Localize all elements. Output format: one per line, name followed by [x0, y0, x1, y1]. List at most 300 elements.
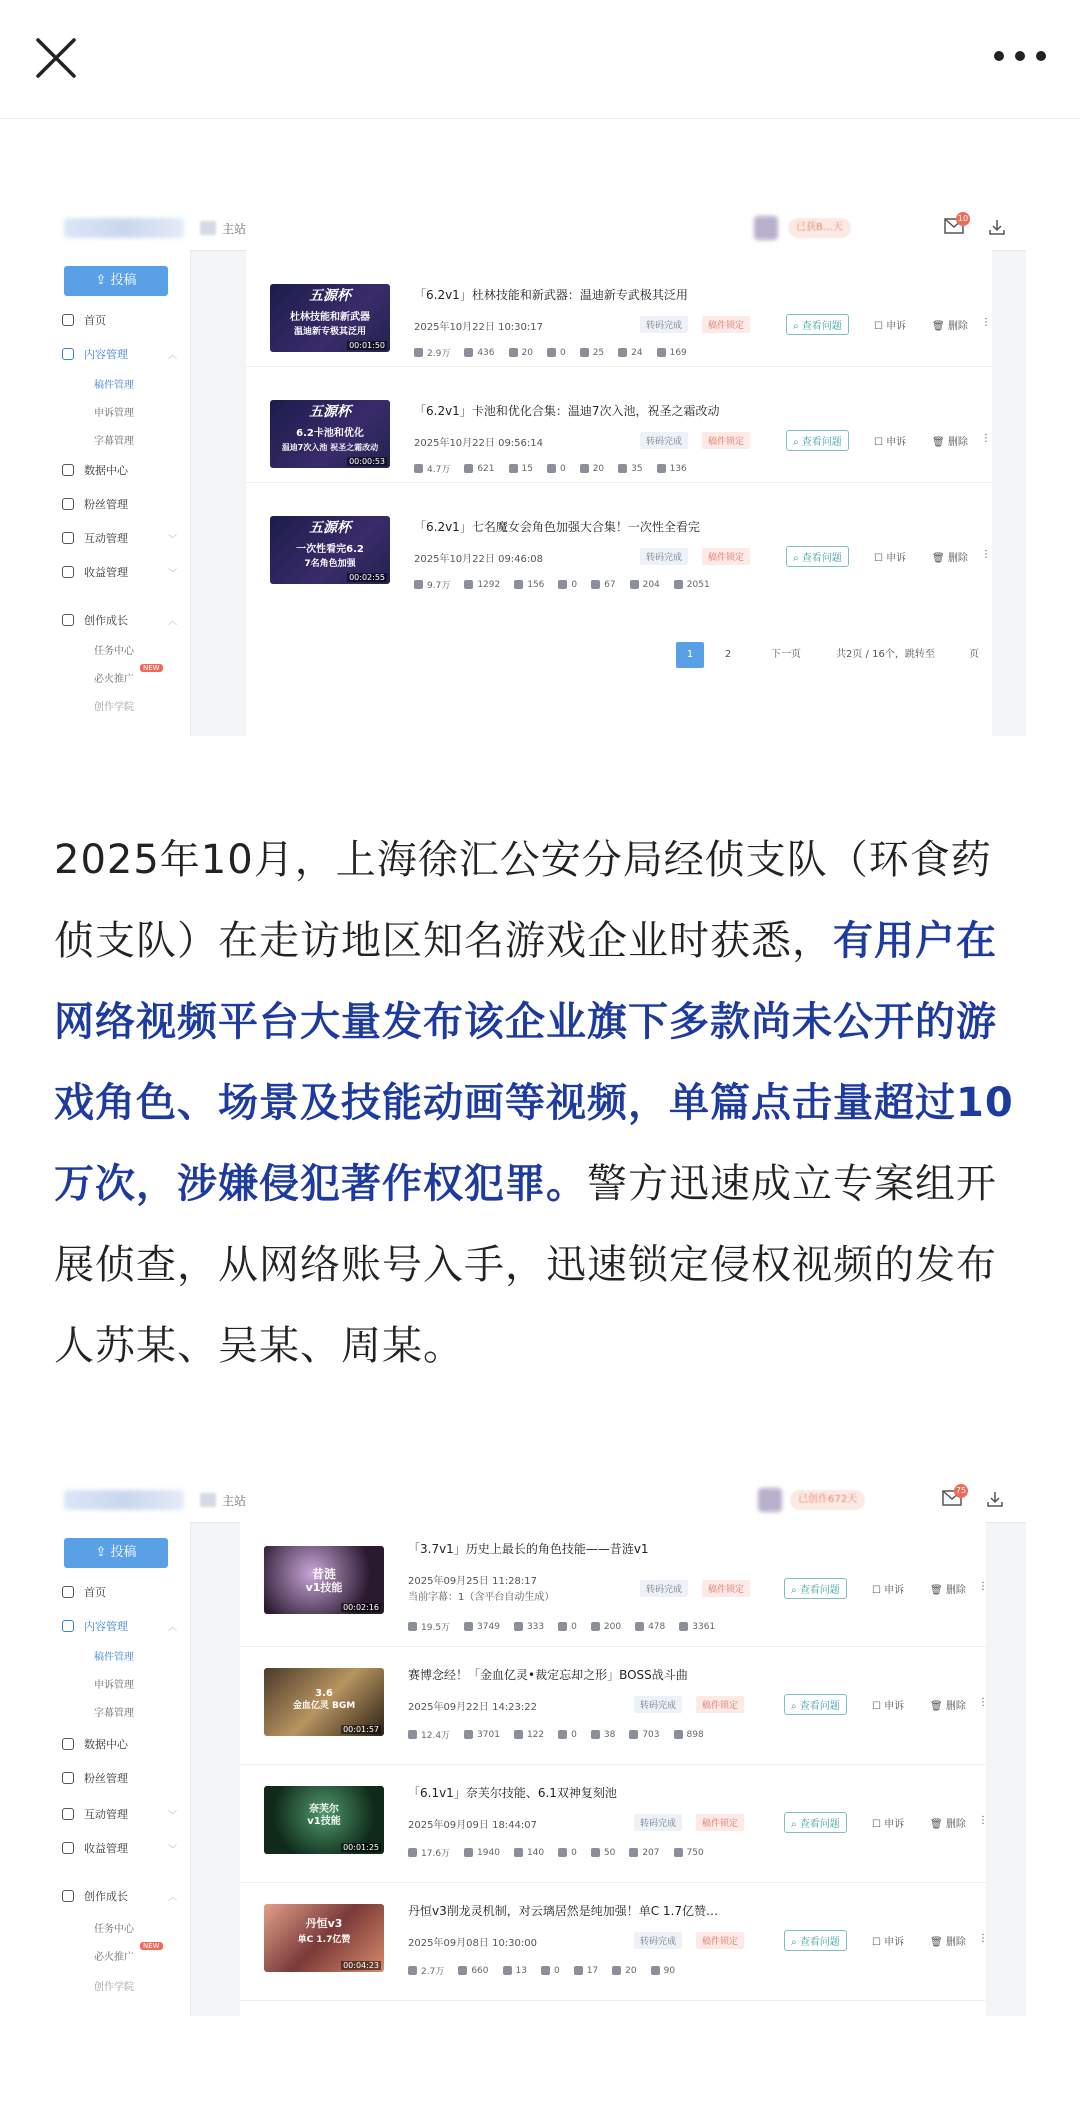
delete-label: 删除	[945, 1585, 966, 1596]
table-row	[246, 366, 992, 483]
danmaku-icon	[509, 348, 518, 357]
chevron-down-icon: ﹀	[168, 568, 178, 579]
favorite-stat: 24	[618, 346, 642, 359]
play-stat: 19.5万	[408, 1620, 450, 1633]
nav-data-label: 数据中心	[84, 464, 128, 477]
row-more-icon[interactable]: ⋮	[981, 317, 991, 328]
appeal-button[interactable]: ☐ 申诉	[874, 321, 907, 332]
nav-sub-appeal[interactable]: 申诉管理	[94, 408, 134, 419]
nav-interact[interactable]	[62, 530, 178, 546]
comment-stat: 0	[541, 1964, 560, 1977]
thumbnail-text: 6.2卡池和优化	[296, 428, 364, 439]
comment-stat: 0	[558, 1620, 577, 1633]
video-stats	[408, 1728, 704, 1741]
nav-growth-label: 创作成长	[84, 1890, 128, 1903]
creator-days-badge: 已创作672天	[790, 1490, 865, 1510]
video-title[interactable]: 「6.2v1」七名魔女会角色加强大合集！一次性全看完	[414, 520, 700, 534]
comment-icon	[558, 1622, 567, 1631]
star-icon	[618, 348, 627, 357]
appeal-button[interactable]: ☐ 申诉	[872, 1585, 905, 1596]
video-duration: 00:04:23	[343, 1961, 379, 1970]
appeal-label: 申诉	[884, 1701, 905, 1712]
video-stats	[408, 1964, 675, 1977]
video-date: 2025年10月22日 09:56:14	[414, 438, 543, 449]
nav-fans[interactable]	[62, 1770, 128, 1786]
user-icon	[62, 498, 74, 510]
avatar[interactable]	[758, 1488, 782, 1512]
appeal-button[interactable]: ☐ 申诉	[872, 1937, 905, 1948]
video-duration: 00:01:25	[343, 1843, 379, 1852]
coin-icon	[580, 464, 589, 473]
nav-income-label: 收益管理	[84, 566, 128, 579]
favorite-stat: 207	[629, 1846, 659, 1859]
delete-button[interactable]: 🗑 删除	[930, 1937, 966, 1948]
view-issue-button[interactable]: ⌕ 查看问题	[784, 1812, 847, 1833]
view-issue-label: 查看问题	[799, 1819, 840, 1830]
table-row	[240, 1882, 986, 2001]
delete-button[interactable]: 🗑 删除	[930, 1585, 966, 1596]
nav-interact-label: 互动管理	[84, 1808, 128, 1821]
nav-home-label: 首页	[84, 314, 106, 327]
play-icon	[414, 580, 423, 589]
video-thumbnail[interactable]	[270, 400, 390, 468]
play-icon	[414, 348, 423, 357]
nav-fans-label: 粉丝管理	[84, 1772, 128, 1785]
appeal-label: 申诉	[884, 1819, 905, 1830]
appeal-button[interactable]: ☐ 申诉	[874, 553, 907, 564]
manuscript-list	[240, 1522, 986, 2016]
download-icon[interactable]	[986, 1490, 1004, 1508]
video-date: 2025年10月22日 09:46:08	[414, 554, 543, 565]
nav-content-label: 内容管理	[84, 348, 128, 361]
mail-count-badge: 75	[954, 1484, 968, 1498]
delete-label: 删除	[945, 1937, 966, 1948]
thumbnail-text: 单C 1.7亿赞	[297, 1935, 351, 1945]
danmaku-stat: 13	[503, 1964, 527, 1977]
nav-sub-school[interactable]: 创作学院	[94, 1982, 134, 1993]
nav-sub-task[interactable]: 任务中心	[94, 646, 134, 657]
video-thumbnail[interactable]	[264, 1786, 384, 1854]
home-tv-icon	[200, 1493, 216, 1507]
row-more-icon[interactable]: ⋮	[981, 549, 991, 560]
video-title[interactable]: 「6.2v1」杜林技能和新武器：温迪新专武极其泛用	[414, 288, 688, 302]
delete-button[interactable]: 🗑 删除	[932, 321, 968, 332]
nav-home[interactable]	[62, 1584, 106, 1600]
view-issue-button[interactable]: ⌕ 查看问题	[786, 314, 849, 335]
play-stat: 9.7万	[414, 578, 450, 591]
creator-days-badge: 已获B…天	[788, 218, 851, 238]
chevron-down-icon: ﹀	[168, 1844, 178, 1855]
play-icon	[408, 1730, 417, 1739]
star-icon	[618, 464, 627, 473]
thumbnail-text: 昔涟	[311, 1567, 336, 1581]
subtitle-info: 当前字幕：1（含平台自动生成）	[408, 1592, 555, 1603]
pagination	[246, 642, 992, 670]
mail-count-badge: 10	[956, 212, 970, 226]
share-stat: 169	[657, 346, 687, 359]
nav-interact-label: 互动管理	[84, 532, 128, 545]
comment-icon	[541, 1966, 550, 1975]
thumb-up-icon	[458, 1966, 467, 1975]
chat-icon	[62, 1808, 74, 1820]
view-issue-label: 查看问题	[801, 437, 842, 448]
table-row	[240, 1522, 986, 1647]
status-badge: 稿件锁定	[696, 1696, 744, 1713]
share-stat: 898	[674, 1728, 704, 1741]
nav-growth[interactable]	[62, 1888, 178, 1904]
row-more-icon[interactable]: ⋮	[978, 1815, 988, 1826]
appeal-label: 申诉	[886, 321, 907, 332]
embedded-screenshot-2	[54, 1478, 1026, 2016]
thumbnail-text: 奈芙尔	[309, 1804, 339, 1815]
danmaku-icon	[514, 1622, 523, 1631]
page-2-button[interactable]: 2	[724, 649, 732, 660]
page-info: 共2页 / 16个，跳转至	[836, 649, 935, 660]
thumbnail-logo: 五源杯	[309, 520, 351, 536]
coin-stat: 50	[591, 1846, 615, 1859]
delete-label: 删除	[947, 553, 968, 564]
video-date: 2025年09月25日 11:28:17	[408, 1576, 537, 1587]
delete-label: 删除	[945, 1819, 966, 1830]
row-more-icon[interactable]: ⋮	[978, 1697, 988, 1708]
view-issue-button[interactable]: ⌕ 查看问题	[786, 546, 849, 567]
nav-sub-fire[interactable]: 必火推广	[94, 1952, 134, 1963]
nav-sub-appeal[interactable]: 申诉管理	[94, 1680, 134, 1691]
home-tv-icon	[200, 221, 216, 235]
video-stats	[408, 1846, 704, 1859]
video-thumbnail[interactable]	[270, 284, 390, 352]
favorite-stat: 478	[635, 1620, 665, 1633]
article-paragraph	[54, 820, 1026, 1387]
nav-sub-school[interactable]: 创作学院	[94, 702, 134, 713]
user-icon	[62, 1772, 74, 1784]
site-logo	[64, 1490, 184, 1510]
thumb-up-icon	[464, 1730, 473, 1739]
coin-stat: 38	[591, 1728, 615, 1741]
comment-stat: 0	[547, 346, 566, 359]
article-text-highlight: 有用户在网络视频平台大量发布该企业旗下多款尚未公开的游戏角色、场景及技能动画等视频，单篇点击量超过10万次，涉嫌侵犯著作权犯罪。	[54, 918, 1014, 1207]
article-text-normal: 2025年10月，上海徐汇公安分局经侦支队（环食药侦支队）在走访地区知名游戏企业时获悉，	[54, 837, 992, 964]
chevron-down-icon: ﹀	[168, 1810, 178, 1821]
status-badge: 转码完成	[640, 1580, 688, 1597]
post-button[interactable]: ⇪ 投稿	[64, 266, 168, 296]
share-icon	[679, 1622, 688, 1631]
creator-header	[54, 1478, 1026, 1523]
danmaku-stat: 156	[514, 578, 544, 591]
thumb-up-icon	[464, 1848, 473, 1857]
row-more-icon[interactable]: ⋮	[978, 1581, 988, 1592]
view-issue-label: 查看问题	[799, 1701, 840, 1712]
view-issue-label: 查看问题	[801, 553, 842, 564]
comment-icon	[558, 580, 567, 589]
money-icon	[62, 566, 74, 578]
thumbnail-logo: 五源杯	[309, 404, 351, 420]
coin-stat: 20	[580, 462, 604, 475]
delete-button[interactable]: 🗑 删除	[930, 1819, 966, 1830]
thumb-up-icon	[464, 1622, 473, 1631]
page-suffix: 页	[969, 649, 979, 660]
coin-icon	[591, 1848, 600, 1857]
post-button[interactable]: ⇪ 投稿	[64, 1538, 168, 1568]
danmaku-icon	[503, 1966, 512, 1975]
video-stats	[408, 1620, 715, 1633]
danmaku-icon	[514, 1730, 523, 1739]
status-badge: 稿件锁定	[696, 1814, 744, 1831]
thumbnail-text: 杜林技能和新武器	[290, 312, 370, 323]
new-tag: NEW	[140, 1942, 163, 1950]
play-icon	[408, 1848, 417, 1857]
nav-fans[interactable]	[62, 496, 128, 512]
star-icon	[629, 1848, 638, 1857]
delete-button[interactable]: 🗑 删除	[932, 553, 968, 564]
thumbnail-text: v1技能	[307, 1816, 341, 1827]
danmaku-icon	[514, 580, 523, 589]
manuscript-list	[246, 250, 992, 736]
thumbnail-text: 一次性看完6.2	[296, 544, 364, 555]
main-site-link[interactable]: 主站	[222, 222, 247, 236]
creator-header	[54, 206, 1026, 251]
delete-label: 删除	[945, 1701, 966, 1712]
document-icon	[62, 348, 74, 360]
video-title[interactable]: 「6.1v1」奈芙尔技能、6.1双神复刻池	[408, 1786, 617, 1800]
video-title[interactable]: 赛博念经！「金血亿灵•裁定忘却之形」BOSS战斗曲	[408, 1668, 688, 1682]
comment-stat: 0	[547, 462, 566, 475]
video-duration: 00:00:53	[349, 457, 385, 466]
status-badge: 转码完成	[634, 1814, 682, 1831]
play-icon	[408, 1966, 417, 1975]
video-thumbnail[interactable]	[264, 1668, 384, 1736]
favorite-stat: 204	[630, 578, 660, 591]
play-icon	[414, 464, 423, 473]
like-stat: 1940	[464, 1846, 500, 1859]
comment-icon	[547, 348, 556, 357]
video-date: 2025年09月09日 18:44:07	[408, 1820, 537, 1831]
chat-icon	[62, 532, 74, 544]
like-stat: 3701	[464, 1728, 500, 1741]
chevron-up-icon: ︿	[168, 350, 178, 361]
post-button-label: 投稿	[110, 1545, 137, 1560]
appeal-button[interactable]: ☐ 申诉	[874, 437, 907, 448]
thumbnail-text: v1技能	[305, 1581, 343, 1594]
appeal-label: 申诉	[886, 437, 907, 448]
nav-sub-manuscript[interactable]: 稿件管理	[94, 1652, 134, 1663]
share-icon	[651, 1966, 660, 1975]
comment-icon	[558, 1848, 567, 1857]
video-date: 2025年09月08日 10:30:00	[408, 1938, 537, 1949]
play-stat: 17.6万	[408, 1846, 450, 1859]
article-text-normal: 警方迅速成立专案组开展侦查，从网络账号入手，迅速锁定侵权视频的发布人苏某、吴某、周某。	[54, 1161, 997, 1369]
nav-income-label: 收益管理	[84, 1842, 128, 1855]
like-stat: 1292	[464, 578, 500, 591]
share-icon	[657, 348, 666, 357]
delete-button[interactable]: 🗑 删除	[930, 1701, 966, 1712]
data-icon	[62, 1738, 74, 1750]
danmaku-stat: 15	[509, 462, 533, 475]
nav-content-label: 内容管理	[84, 1620, 128, 1633]
thumbnail-text: 金血亿灵 BGM	[292, 1701, 356, 1711]
more-options-icon[interactable]	[990, 38, 1050, 74]
share-stat: 2051	[674, 578, 710, 591]
view-issue-button[interactable]: ⌕ 查看问题	[786, 430, 849, 451]
share-icon	[657, 464, 666, 473]
close-icon[interactable]	[30, 32, 82, 84]
video-duration: 00:02:55	[349, 573, 385, 582]
view-issue-button[interactable]: ⌕ 查看问题	[784, 1578, 847, 1599]
nav-content[interactable]	[62, 1618, 178, 1634]
video-stats	[414, 346, 687, 359]
share-icon	[674, 1730, 683, 1739]
coin-icon	[580, 348, 589, 357]
comment-stat: 0	[558, 578, 577, 591]
video-duration: 00:01:57	[343, 1725, 379, 1734]
danmaku-stat: 122	[514, 1728, 544, 1741]
comment-icon	[558, 1730, 567, 1739]
share-stat: 3361	[679, 1620, 715, 1633]
thumbnail-text: 7名角色加强	[304, 559, 356, 569]
coin-icon	[591, 580, 600, 589]
favorite-stat: 703	[629, 1728, 659, 1741]
video-title[interactable]: 「6.2v1」卡池和优化合集：温迪7次入池，祝圣之霜改动	[414, 404, 720, 418]
video-title[interactable]: 丹恒v3削龙灵机制，对云璃居然是纯加强！单C 1.7亿赞…	[408, 1904, 719, 1918]
nav-income[interactable]	[62, 564, 178, 580]
row-more-icon[interactable]: ⋮	[981, 433, 991, 444]
avatar[interactable]	[754, 216, 778, 240]
danmaku-stat: 20	[509, 346, 533, 359]
danmaku-icon	[514, 1848, 523, 1857]
view-issue-button[interactable]: ⌕ 查看问题	[784, 1930, 847, 1951]
like-stat: 621	[464, 462, 494, 475]
status-badge: 转码完成	[634, 1932, 682, 1949]
coin-stat: 200	[591, 1620, 621, 1633]
nav-content[interactable]	[62, 346, 178, 362]
danmaku-stat: 140	[514, 1846, 544, 1859]
coin-icon	[591, 1730, 600, 1739]
nav-sub-task[interactable]: 任务中心	[94, 1924, 134, 1935]
play-stat: 4.7万	[414, 462, 450, 475]
creator-sidebar	[54, 250, 191, 736]
nav-growth[interactable]	[62, 612, 178, 628]
star-icon	[635, 1622, 644, 1631]
view-issue-label: 查看问题	[799, 1937, 840, 1948]
favorite-stat: 35	[618, 462, 642, 475]
nav-home[interactable]	[62, 312, 106, 328]
nav-sub-subtitle[interactable]: 字幕管理	[94, 436, 134, 447]
coin-stat: 67	[591, 578, 615, 591]
appeal-button[interactable]: ☐ 申诉	[872, 1701, 905, 1712]
nav-sub-manuscript[interactable]: 稿件管理	[94, 380, 134, 391]
status-badge: 转码完成	[640, 548, 688, 565]
next-page-button[interactable]: 下一页	[771, 649, 801, 660]
status-badge: 转码完成	[640, 432, 688, 449]
nav-income[interactable]	[62, 1840, 178, 1856]
main-site-link[interactable]: 主站	[222, 1494, 247, 1508]
share-stat: 136	[657, 462, 687, 475]
like-stat: 3749	[464, 1620, 500, 1633]
video-stats	[414, 462, 687, 475]
star-icon	[630, 580, 639, 589]
comment-icon	[547, 464, 556, 473]
delete-label: 删除	[947, 321, 968, 332]
status-badge: 稿件锁定	[702, 548, 750, 565]
view-issue-button[interactable]: ⌕ 查看问题	[784, 1694, 847, 1715]
post-button-label: 投稿	[110, 273, 137, 288]
nav-data[interactable]	[62, 1736, 128, 1752]
share-icon	[674, 580, 683, 589]
status-badge: 稿件锁定	[702, 316, 750, 333]
video-thumbnail[interactable]	[270, 516, 390, 584]
video-duration: 00:02:16	[343, 1603, 379, 1612]
video-date: 2025年10月22日 10:30:17	[414, 322, 543, 333]
table-row	[246, 250, 992, 367]
thumbnail-text: 3.6	[315, 1688, 333, 1699]
money-icon	[62, 1842, 74, 1854]
video-thumbnail[interactable]	[264, 1546, 384, 1614]
nav-home-label: 首页	[84, 1586, 106, 1599]
view-issue-label: 查看问题	[799, 1585, 840, 1596]
nav-data[interactable]	[62, 462, 128, 478]
star-icon	[629, 1730, 638, 1739]
thumb-up-icon	[464, 580, 473, 589]
status-badge: 稿件锁定	[696, 1932, 744, 1949]
appeal-label: 申诉	[884, 1937, 905, 1948]
danmaku-icon	[509, 464, 518, 473]
row-more-icon[interactable]: ⋮	[978, 1933, 988, 1944]
download-icon[interactable]	[988, 218, 1006, 236]
appeal-label: 申诉	[886, 553, 907, 564]
coin-stat: 17	[574, 1964, 598, 1977]
delete-button[interactable]: 🗑 删除	[932, 437, 968, 448]
home-icon	[62, 1586, 74, 1598]
status-badge: 稿件锁定	[702, 432, 750, 449]
nav-data-label: 数据中心	[84, 1738, 128, 1751]
video-date: 2025年09月22日 14:23:22	[408, 1702, 537, 1713]
table-row	[240, 1646, 986, 1765]
nav-sub-subtitle[interactable]: 字幕管理	[94, 1708, 134, 1719]
thumbnail-text: 温迪新专极其泛用	[293, 327, 366, 337]
chevron-up-icon: ︿	[168, 1892, 178, 1903]
embedded-screenshot-1	[54, 206, 1026, 736]
delete-label: 删除	[947, 437, 968, 448]
play-stat: 2.7万	[408, 1964, 444, 1977]
appeal-button[interactable]: ☐ 申诉	[872, 1819, 905, 1830]
new-tag: NEW	[140, 664, 163, 672]
favorite-stat: 20	[612, 1964, 636, 1977]
nav-growth-label: 创作成长	[84, 614, 128, 627]
site-logo	[64, 218, 184, 238]
thumbnail-logo: 五源杯	[309, 288, 351, 304]
video-title[interactable]: 「3.7v1」历史上最长的角色技能——昔涟v1	[408, 1542, 649, 1556]
chevron-up-icon: ︿	[168, 1622, 178, 1633]
status-badge: 转码完成	[640, 316, 688, 333]
graduation-cap-icon	[62, 1890, 74, 1902]
like-stat: 436	[464, 346, 494, 359]
nav-sub-fire[interactable]: 必火推广	[94, 674, 134, 685]
page-1-button[interactable]: 1	[676, 642, 704, 668]
thumb-up-icon	[464, 348, 473, 357]
star-icon	[612, 1966, 621, 1975]
like-stat: 660	[458, 1964, 488, 1977]
play-stat: 12.4万	[408, 1728, 450, 1741]
appeal-label: 申诉	[884, 1585, 905, 1596]
coin-icon	[574, 1966, 583, 1975]
share-icon	[674, 1848, 683, 1857]
share-stat: 90	[651, 1964, 675, 1977]
video-thumbnail[interactable]	[264, 1904, 384, 1972]
share-stat: 750	[674, 1846, 704, 1859]
chevron-up-icon: ︿	[168, 616, 178, 627]
nav-interact[interactable]	[62, 1806, 178, 1822]
video-stats	[414, 578, 710, 591]
